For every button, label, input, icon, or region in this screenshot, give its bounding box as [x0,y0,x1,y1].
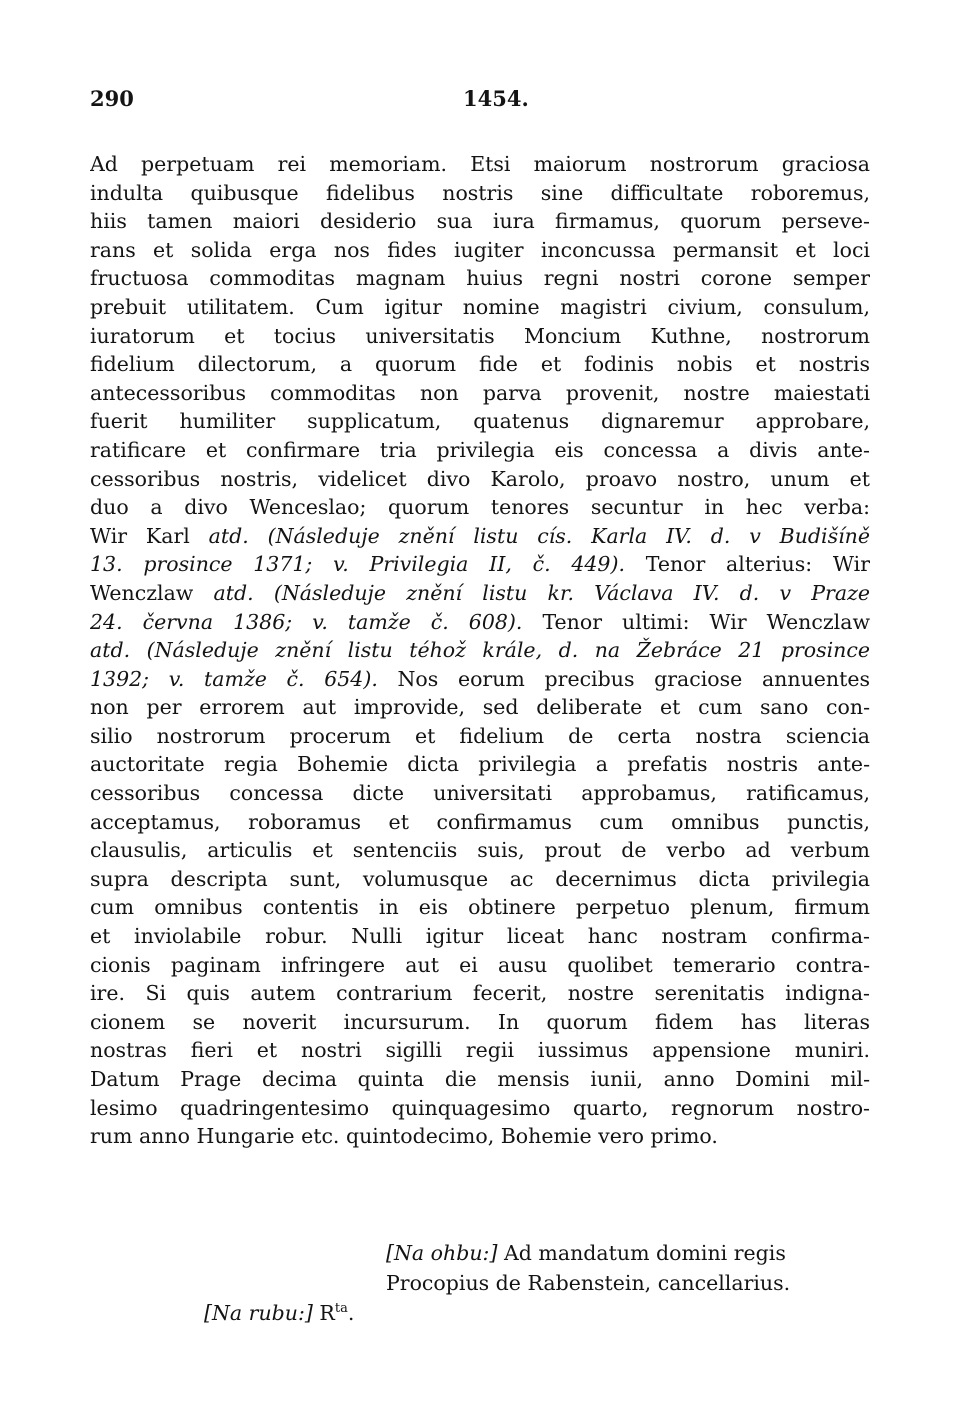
text-line [90,465,870,494]
editorial-note-text: 13. prosince 1371; v. Privilegia II, č. 449). [90,552,625,577]
editorial-note-text: atd. (Následuje znění listu téhož krále, d. na Žebráce 21 prosince [90,638,870,663]
text-line [90,1065,870,1094]
document-text: iuratorum et tocius universitatis Moncium Kuthne, nostrorum [90,323,870,348]
text-line [90,379,870,408]
text-line [90,264,870,293]
document-text: fructuosa commoditas magnam huius regni nostri corone semper [90,266,870,291]
document-text: clausulis, articulis et sentenciis suis, prout de verbo ad verbum [90,838,870,863]
chancery-note [386,1238,790,1298]
document-text: supra descripta sunt, volumusque ac decernimus dicta privilegia [90,866,870,891]
document-text: rans et solida erga nos fides iugiter inconcussa permansit et loci [90,237,870,262]
editorial-note-text: atd. (Následuje znění listu cís. Karla IV. d. v Budišíně [208,523,870,548]
document-text: cessoribus concessa dicte universitati approbamus, ratificamus, [90,781,870,806]
text-line [90,350,870,379]
text-line [90,693,870,722]
document-text: cessoribus nostris, videlicet divo Karolo, proavo nostro, unum et [90,466,870,491]
document-text: rum anno Hungarie etc. quintodecimo, Bohemie vero primo. [90,1124,718,1149]
document-body [90,150,870,1151]
text-line [90,493,870,522]
document-text: Tenor alterius: Wir [624,552,870,577]
reverse-note-label: [Na rubu:] [204,1301,313,1325]
chancellor-line: Procopius de Rabenstein, cancellarius. [386,1271,791,1295]
document-text: non per errorem aut improvide, sed deliberate et cum sano con- [90,695,870,720]
text-line [90,750,870,779]
document-text: lesimo quadringentesimo quinquagesimo quarto, regnorum nostro- [90,1095,870,1120]
document-text: fidelium dilectorum, a quorum fide et fodinis nobis et nostris [90,352,870,377]
text-line [90,979,870,1008]
text-line [90,236,870,265]
document-text: nostras fieri et nostri sigilli regii iussimus appensione muniri. [90,1038,870,1063]
document-text: duo a divo Wenceslao; quorum tenores secuntur in hec verba: [90,495,870,520]
document-text: indulta quibusque fidelibus nostris sine difficultate roboremus, [90,180,870,205]
text-line [90,579,870,608]
text-line [90,322,870,351]
document-text: ratificare et confirmare tria privilegia eis concessa a divis ante- [90,437,870,462]
text-line [90,293,870,322]
text-line [90,951,870,980]
page-year-heading: 1454. [463,86,529,111]
text-line [90,608,870,637]
text-line [90,1122,870,1151]
registry-mark: R [312,1301,335,1325]
document-text: antecessoribus commoditas non parva provenit, nostre maiestati [90,380,870,405]
page-header [90,86,870,114]
document-text: hiis tamen maiori desiderio sua iura firmamus, quorum perseve- [90,209,870,234]
text-line [90,1008,870,1037]
document-text: cum omnibus contentis in eis obtinere perpetuo plenum, firmum [90,895,870,920]
document-text: Wir Karl [90,523,209,548]
text-line [90,1036,870,1065]
document-text: acceptamus, roboramus et confirmamus cum omnibus punctis, [90,809,870,834]
document-text: Wenczlaw [90,580,214,605]
editorial-note-text: 24. června 1386; v. tamže č. 608). [90,609,523,634]
text-line [90,150,870,179]
text-line [90,207,870,236]
text-line [90,1094,870,1123]
text-line [90,808,870,837]
document-text: et inviolabile robur. Nulli igitur liceat hanc nostram confirma- [90,924,870,949]
mandate-text: Ad mandatum domini regis [497,1241,786,1265]
text-line [90,779,870,808]
editorial-note-text: atd. (Následuje znění listu kr. Václava IV. d. v Praze [213,580,870,605]
text-line [90,922,870,951]
text-line [90,722,870,751]
text-line [90,636,870,665]
fold-note-label: [Na ohbu:] [386,1241,498,1265]
document-text: Nos eorum precibus graciose annuentes [377,666,870,691]
document-text: ire. Si quis autem contrarium fecerit, nostre serenitatis indigna- [90,981,870,1006]
document-text: cionis paginam infringere aut ei ausu quolibet temerario contra- [90,952,870,977]
text-line [90,665,870,694]
document-text: prebuit utilitatem. Cum igitur nomine magistri civium, consulum, [90,294,870,319]
text-line [90,179,870,208]
page-number: 290 [90,86,134,111]
document-text: Ad perpetuam rei memoriam. Etsi maiorum nostrorum graciosa [90,152,870,176]
text-line [90,893,870,922]
document-text: auctoritate regia Bohemie dicta privilegia a prefatis nostris ante- [90,752,870,777]
reverse-note [204,1298,354,1328]
text-line [90,865,870,894]
chancery-note-line [386,1238,790,1268]
text-line [90,836,870,865]
text-line [90,436,870,465]
document-text: fuerit humiliter supplicatum, quatenus dignaremur approbare, [90,409,870,434]
editorial-note-text: 1392; v. tamže č. 654). [90,666,378,691]
registry-mark-superscript: ta [334,1301,348,1316]
document-text: Tenor ultimi: Wir Wenczlaw [522,609,870,634]
text-line [90,407,870,436]
text-line [90,550,870,579]
document-text: Datum Prage decima quinta die mensis iunii, anno Domini mil- [90,1067,870,1091]
document-text: silio nostrorum procerum et fidelium de certa nostra sciencia [90,723,870,748]
document-text: cionem se noverit incursurum. In quorum fidem has literas [90,1009,870,1034]
registry-mark-end: . [347,1301,355,1325]
text-line [90,522,870,551]
